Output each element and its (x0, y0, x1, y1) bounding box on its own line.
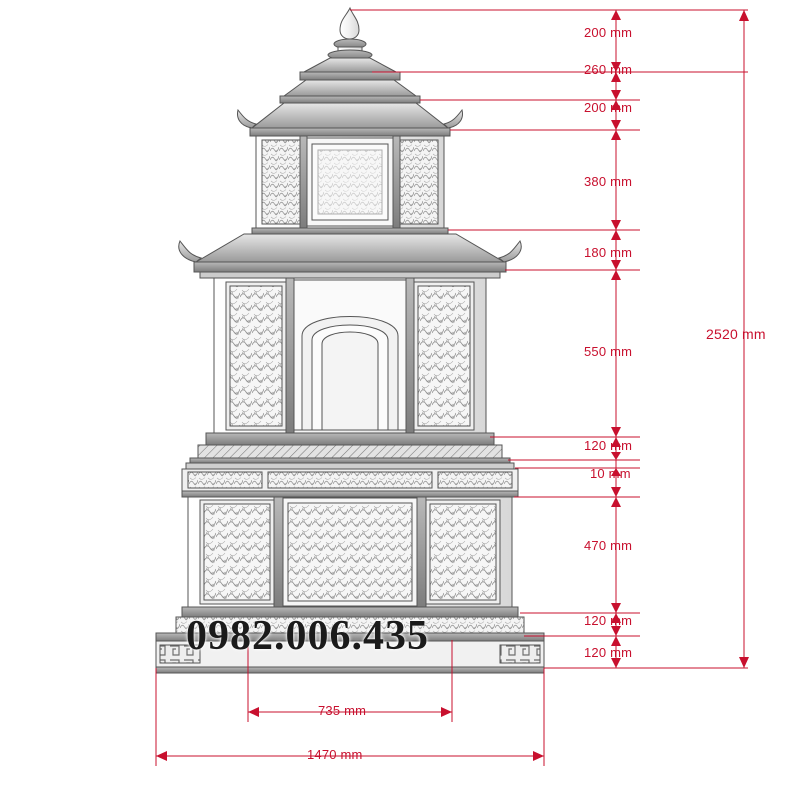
upper-eave-cornice (238, 103, 463, 136)
pedestal-frieze (182, 469, 518, 497)
dimension-label-470-pedestal: 470 mm (584, 538, 633, 553)
dimension-label-550-main-body: 550 mm (584, 344, 633, 359)
dimension-label-180-middle-roof: 180 mm (584, 245, 633, 260)
pedestal-body (188, 497, 512, 607)
upper-roof-tier (280, 58, 420, 103)
dimension-label-120-foot: 120 mm (584, 613, 633, 628)
finial-lotus-bud (328, 8, 372, 60)
dimension-label-380-upper-body: 380 mm (584, 174, 633, 189)
main-shrine-body (214, 278, 486, 433)
monument-elevation (156, 8, 544, 673)
dimension-label-200-finial: 200 mm (584, 25, 633, 40)
upper-shrine-body (256, 136, 444, 228)
middle-roof-eave (179, 228, 521, 278)
dimension-label-1470-outer-width: 1470 mm (307, 747, 363, 762)
dimension-label-200-eave: 200 mm (584, 100, 633, 115)
trim-band (186, 463, 514, 469)
phone-number-watermark: 0982.006.435 (186, 613, 429, 659)
dimension-label-10-trim: 10 mm (590, 466, 631, 481)
dimension-label-120-plinth: 120 mm (584, 645, 633, 660)
dimension-label-260-upper-roof: 260 mm (584, 62, 633, 77)
shrine-base-cap (190, 433, 510, 463)
dimension-label-735-inner-width: 735 mm (318, 703, 367, 718)
dimension-label-total-height: 2520 mm (706, 326, 766, 342)
dimension-label-120-base-cap: 120 mm (584, 438, 633, 453)
